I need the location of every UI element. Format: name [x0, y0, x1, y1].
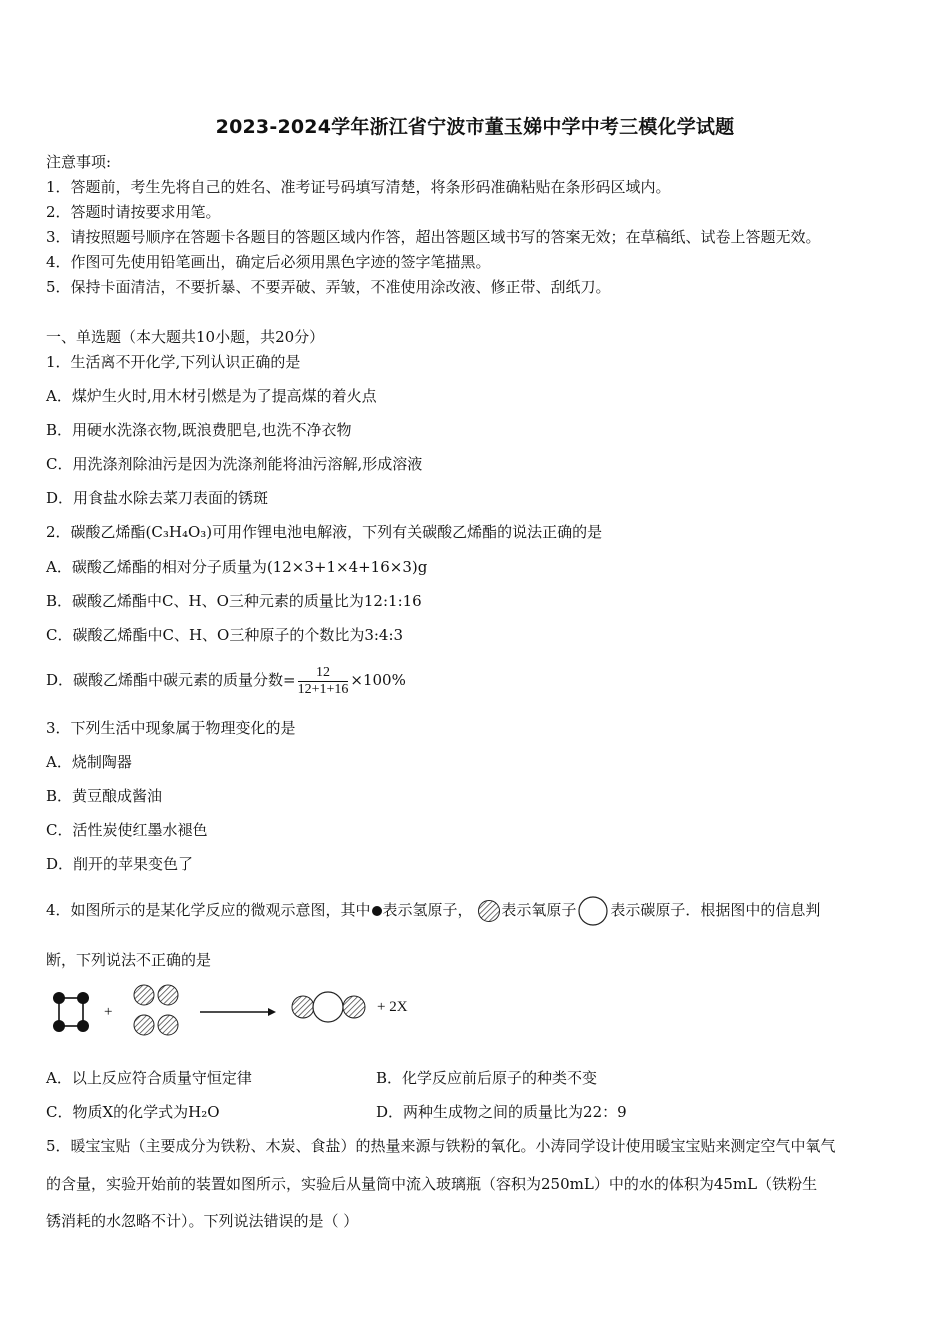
hydrogen-atom	[77, 1020, 89, 1032]
option-d: D．削开的苹果变色了	[46, 855, 194, 873]
stem-text: 4．如图所示的是某化学反应的微观示意图，其中	[46, 901, 371, 919]
plus-2x-label: + 2X	[377, 999, 408, 1015]
option-b: B．黄豆酿成酱油	[46, 787, 163, 805]
fraction-denominator: 12+1+16	[297, 681, 349, 697]
fraction-numerator: 12	[298, 665, 349, 682]
option-c: C．活性炭使红墨水褪色	[46, 821, 208, 839]
option-d: D．用食盐水除去菜刀表面的锈斑	[46, 489, 269, 507]
option-a: A．煤炉生火时,用木材引燃是为了提高煤的着火点	[46, 387, 377, 405]
option-a: A．碳酸乙烯酯的相对分子质量为(12×3+1×4+16×3)g	[46, 558, 428, 576]
oxygen-atom-icon	[477, 899, 501, 923]
carbon-atom	[313, 992, 343, 1022]
notice-heading: 注意事项:	[46, 153, 112, 171]
notice-item: 1．答题前，考生先将自己的姓名、准考证号码填写清楚，将条形码准确粘贴在条形码区域内。	[46, 178, 671, 196]
question-stem	[46, 896, 820, 926]
option-c: C．物质X的化学式为H₂O	[46, 1103, 220, 1121]
hydrogen-atom	[77, 992, 89, 1004]
option-b: B．化学反应前后原子的种类不变	[376, 1069, 598, 1087]
option-b: B．碳酸乙烯酯中C、H、O三种元素的质量比为12:1:16	[46, 592, 422, 610]
oxygen-atom	[292, 996, 314, 1018]
notice-item: 2．答题时请按要求用笔。	[46, 203, 221, 221]
question-stem: 2．碳酸乙烯酯(C₃H₄O₃)可用作锂电池电解液，下列有关碳酸乙烯酯的说法正确的是	[46, 523, 603, 541]
question-stem: 1．生活离不开化学,下列认识正确的是	[46, 353, 301, 371]
option-a: A．以上反应符合质量守恒定律	[46, 1069, 252, 1087]
oxygen-atom	[343, 996, 365, 1018]
stem-text: 表示氧原子	[501, 901, 577, 919]
notice-item: 4．作图可先使用铅笔画出，确定后必须用黑色字迹的签字笔描黑。	[46, 253, 491, 271]
option-a: A．烧制陶器	[46, 753, 132, 771]
section-heading: 一、单选题（本大题共10小题，共20分）	[46, 328, 325, 346]
question-stem-continued: 断，下列说法不正确的是	[46, 951, 212, 969]
stem-text: 表示碳原子．根据图中的信息判	[610, 901, 821, 919]
oxygen-atom	[134, 1015, 154, 1035]
hydrogen-atom	[53, 992, 65, 1004]
option-d-suffix: ×100%	[350, 671, 406, 689]
reactant-o2-molecules	[134, 985, 178, 1035]
question-stem-continued: 锈消耗的水忽略不计）。下列说法错误的是（ ）	[46, 1212, 359, 1230]
oxygen-atom	[158, 1015, 178, 1035]
plus-sign: +	[104, 1004, 113, 1020]
reactant-ch4-molecule	[53, 992, 89, 1032]
question-stem: 3．下列生活中现象属于物理变化的是	[46, 719, 296, 737]
notice-item: 3．请按照题号顺序在答题卡各题目的答题区域内作答，超出答题区域书写的答案无效；在草稿纸、试卷上答题无效。	[46, 228, 821, 246]
carbon-atom-icon	[576, 896, 610, 926]
option-d: D．两种生成物之间的质量比为22：9	[376, 1103, 627, 1121]
reaction-arrow	[200, 1008, 276, 1016]
option-d	[46, 660, 406, 700]
oxygen-atom	[158, 985, 178, 1005]
oxygen-atom	[134, 985, 154, 1005]
question-stem-continued: 的含量，实验开始前的装置如图所示，实验后从量筒中流入玻璃瓶（容积为250mL）中的水的体积为45mL（铁粉生	[46, 1175, 818, 1193]
hydrogen-atom-icon	[371, 905, 383, 917]
mass-fraction	[298, 665, 349, 698]
question-stem: 5．暖宝宝贴（主要成分为铁粉、木炭、食盐）的热量来源与铁粉的氧化。小涛同学设计使用暖宝宝贴来测定空气中氧气	[46, 1137, 836, 1155]
stem-text: 表示氢原子，	[382, 901, 473, 919]
page-title: 2023-2024学年浙江省宁波市董玉娣中学中考三模化学试题	[215, 116, 735, 138]
notice-item: 5．保持卡面清洁，不要折暴、不要弄破、弄皱，不准使用涂改液、修正带、刮纸刀。	[46, 278, 611, 296]
option-c: C．碳酸乙烯酯中C、H、O三种原子的个数比为3:4:3	[46, 626, 404, 644]
option-b: B．用硬水洗涤衣物,既浪费肥皂,也洗不净衣物	[46, 421, 352, 439]
option-c: C．用洗涤剂除油污是因为洗涤剂能将油污溶解,形成溶液	[46, 455, 423, 473]
reaction-diagram	[40, 980, 440, 1045]
product-co2-molecule	[292, 992, 365, 1022]
option-d-prefix: D．碳酸乙烯酯中碳元素的质量分数=	[46, 671, 296, 689]
hydrogen-atom	[53, 1020, 65, 1032]
